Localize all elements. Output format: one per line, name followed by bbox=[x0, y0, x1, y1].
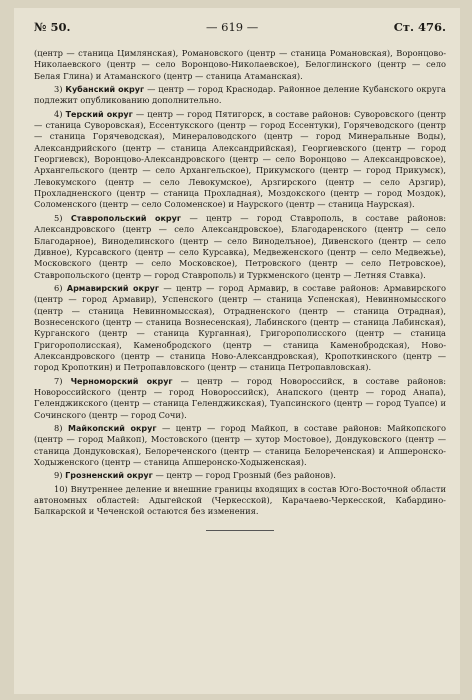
okrug-heading: Терский округ bbox=[65, 109, 133, 119]
paragraph-armavir: 6) Армавирский округ — центр — город Армавир, в составе районов: Армавирского (центр — город Армавир), Успенского (центр — станица Успенская), Невинномысского (центр — станица Невинномысская), Отрадненского (центр — станица Отрадная), Вознесенского (центр — станица Вознесенская), Лабинского (центр — станица Лабинская), Курганского (центр — станица Курганная), Григорополисского (центр — станица Григорополисская), Каменобродского (центр — станица Каменобродская), Ново-Александровского (центр — станица Ново-Александровская), Кропоткинского (центр — город Кропоткин) и Петропавловского (центр — станица Петропавловская). bbox=[34, 282, 446, 373]
article-number: Ст. 476. bbox=[393, 20, 446, 34]
paragraph-maikop: 8) Майкопский округ — центр — город Майкоп, в составе районов: Майкопского (центр — город Майкоп), Мостовского (центр — хутор Мостовое), Дондуковского (центр — станица Дондуковская), Белореченского (центр — станица Белореченская) и Апшеронско-Ходыженского (центр — станица Апшеронско-Ходыженская). bbox=[34, 423, 446, 468]
okrug-heading: Грозненский округ bbox=[65, 471, 153, 481]
page-number: — 619 — bbox=[205, 20, 259, 34]
okrug-heading: Черноморский округ bbox=[70, 376, 173, 386]
end-rule bbox=[206, 530, 274, 531]
okrug-heading: Кубанский округ bbox=[65, 85, 145, 95]
document-page bbox=[14, 8, 460, 694]
paragraph-chernomorsky: 7) Черноморский округ — центр — город Новороссийск, в составе районов: Новороссийского (центр — город Новороссийск), Анапского (центр — город Анапа), Геленджикского (центр — станица Геленджикская), Туапсинского (центр — город Туапсе) и Сочинского (центр — город Сочи). bbox=[34, 375, 446, 420]
okrug-heading: Ставропольский округ bbox=[70, 213, 182, 223]
okrug-heading: Армавирский округ bbox=[66, 283, 160, 293]
paragraph-stavropol: 5) Ставропольский округ — центр — город Ставрополь, в составе районов: Александровского (центр — село Александровское), Благодаренского (центр — село Благодарное), Виноделинского (центр — село Виноделъное), Дивенского (центр — село Дивное), Курсавского (центр — село Курсавка), Медвеженского (центр — село Медвежье), Московского (центр — село Московское), Петровского (центр — село Петровское), Ставропольского (центр — город Ставрополь) и Туркменского (центр — Летняя Ставка). bbox=[34, 212, 446, 280]
paragraph-1: (центр — станица Цимлянская), Романовского (центр — станица Романовская), Воронцово-Николаевского (центр — село Воронцово-Николаевское), Белоглинского (центр — село Белая Глина) и Атаманского (центр — станица Атаманская). bbox=[34, 48, 446, 81]
paragraph-terek: 4) Терский округ — центр — город Пятигорск, в составе районов: Суворовского (центр — станица Суворовская), Ессентукского (центр — город Ессентуки), Горячеводского (центр — станица Горячеводская), Минераловодского (центр — город Минеральные Воды), Александрийского (центр — станица Александрийская), Георгиевского (центр — город Георгиевск), Воронцово-Александровского (центр — село Воронцово — Александровское), Архангельского (центр — село Архангельское), Прикумского (центр — город Прикумск), Левокумского (центр — село Левокумское), Арзгирского (центр — село Арзгир), Прохладненского (центр — станица Прохладная), Моздокского (центр — город Моздок), Соломенского (центр — село Соломенское) и Наурского (центр — станица Наурская). bbox=[34, 108, 446, 210]
okrug-heading: Майкопский округ bbox=[68, 424, 157, 433]
paragraph-grozny: 9) Грозненский округ — центр — город Грозный (без районов). bbox=[54, 470, 336, 481]
page-header bbox=[34, 20, 446, 38]
paragraph-10: 10) Внутреннее деление и внешние границы входящих в состав Юго-Восточной области автономных областей: Адыгейской (Черкесской), Карачаево-Черкесской, Кабардино-Балкарской и Чеченской остаются без изменения. bbox=[34, 483, 446, 517]
paragraph-kuban: 3) Кубанский округ — центр — город Краснодар. Районное деление Кубанского округа подлежит опубликованию дополнительно. bbox=[34, 84, 446, 106]
issue-number: № 50. bbox=[34, 20, 71, 34]
